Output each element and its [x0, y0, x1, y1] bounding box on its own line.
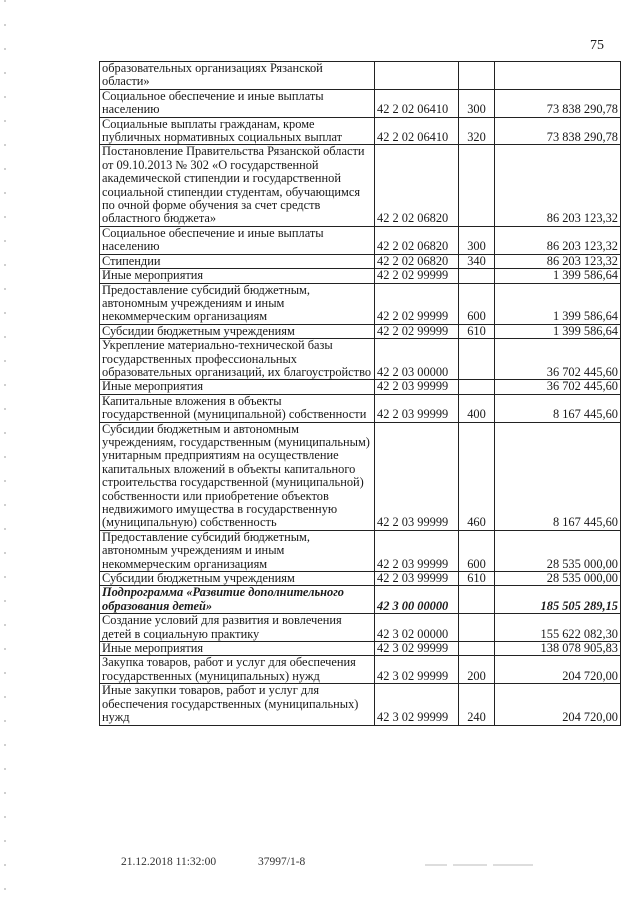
page-number: 75	[590, 38, 604, 53]
row-code-cell: 42 2 02 99999	[375, 283, 459, 324]
row-amount-cell: 86 203 123,32	[495, 254, 621, 268]
row-code-cell: 42 2 03 99999	[375, 572, 459, 586]
row-amount-cell: 36 702 445,60	[495, 380, 621, 394]
table-row	[100, 614, 621, 642]
row-type-cell: 320	[459, 117, 495, 145]
row-amount-cell: 1 399 586,64	[495, 269, 621, 283]
row-name-cell: Укрепление материально-технической базы государственных профессиональных образовательных организаций, их благоустройство	[100, 339, 375, 380]
row-amount-cell: 28 535 000,00	[495, 572, 621, 586]
row-name-cell: Субсидии бюджетным и автономным учреждениям, государственным (муниципальным) унитарным предприятиям на осуществление капитальных вложений в объекты капитального строительства государственной (муниципальной) собственности или приобретение объектов недвижимого имущества в государственную (муниципальную) собственность	[100, 422, 375, 530]
row-name-cell: Субсидии бюджетным учреждениям	[100, 572, 375, 586]
row-name-cell: Капитальные вложения в объекты государственной (муниципальной) собственности	[100, 394, 375, 422]
table-row	[100, 283, 621, 324]
row-code-cell: 42 3 02 00000	[375, 614, 459, 642]
row-type-cell: 200	[459, 656, 495, 684]
table-row	[100, 572, 621, 586]
row-code-cell: 42 3 02 99999	[375, 656, 459, 684]
table-row	[100, 269, 621, 283]
row-type-cell: 460	[459, 422, 495, 530]
row-code-cell: 42 3 02 99999	[375, 642, 459, 656]
row-name-cell: Социальное обеспечение и иные выплаты населению	[100, 226, 375, 254]
row-type-cell	[459, 380, 495, 394]
scan-edge-marks	[4, 0, 6, 905]
row-name-cell: Иные мероприятия	[100, 380, 375, 394]
row-type-cell	[459, 145, 495, 226]
table-row	[100, 324, 621, 338]
table-row	[100, 117, 621, 145]
row-amount-cell: 155 622 082,30	[495, 614, 621, 642]
row-name-cell: Предоставление субсидий бюджетным, автономным учреждениям и иным некоммерческим организациям	[100, 530, 375, 571]
row-type-cell	[459, 586, 495, 614]
table-row	[100, 642, 621, 656]
row-amount-cell: 86 203 123,32	[495, 145, 621, 226]
table-row	[100, 656, 621, 684]
row-type-cell: 400	[459, 394, 495, 422]
row-code-cell: 42 2 02 99999	[375, 324, 459, 338]
row-type-cell	[459, 269, 495, 283]
row-amount-cell: 138 078 905,83	[495, 642, 621, 656]
row-name-cell: Иные мероприятия	[100, 269, 375, 283]
row-type-cell: 600	[459, 530, 495, 571]
row-code-cell: 42 2 02 06410	[375, 117, 459, 145]
table-row	[100, 145, 621, 226]
row-name-cell: Иные мероприятия	[100, 642, 375, 656]
row-code-cell: 42 2 02 06410	[375, 89, 459, 117]
table-row	[100, 684, 621, 725]
row-type-cell: 340	[459, 254, 495, 268]
row-code-cell: 42 2 03 00000	[375, 339, 459, 380]
table-row	[100, 226, 621, 254]
row-amount-cell	[495, 62, 621, 90]
row-amount-cell: 1 399 586,64	[495, 283, 621, 324]
table-row	[100, 89, 621, 117]
row-name-cell: Предоставление субсидий бюджетным, автономным учреждениям и иным некоммерческим организациям	[100, 283, 375, 324]
row-amount-cell: 1 399 586,64	[495, 324, 621, 338]
row-amount-cell: 185 505 289,15	[495, 586, 621, 614]
table-row	[100, 394, 621, 422]
row-code-cell: 42 2 03 99999	[375, 394, 459, 422]
row-code-cell: 42 3 00 00000	[375, 586, 459, 614]
row-name-cell: Постановление Правительства Рязанской области от 09.10.2013 № 302 «О государственной академической стипендии и государственной социальной стипендии студентам, обучающимся по очной форме обучения за счет средств областного бюджета»	[100, 145, 375, 226]
row-type-cell: 300	[459, 89, 495, 117]
row-amount-cell: 73 838 290,78	[495, 89, 621, 117]
row-name-cell: Подпрограмма «Развитие дополнительного образования детей»	[100, 586, 375, 614]
row-code-cell: 42 2 02 99999	[375, 269, 459, 283]
row-amount-cell: 204 720,00	[495, 684, 621, 725]
row-type-cell	[459, 614, 495, 642]
budget-table	[99, 61, 621, 726]
row-name-cell: Социальные выплаты гражданам, кроме публичных нормативных социальных выплат	[100, 117, 375, 145]
row-name-cell: Создание условий для развития и вовлечения детей в социальную практику	[100, 614, 375, 642]
row-code-cell: 42 2 02 06820	[375, 145, 459, 226]
row-code-cell: 42 2 03 99999	[375, 380, 459, 394]
row-name-cell: Стипендии	[100, 254, 375, 268]
row-amount-cell: 28 535 000,00	[495, 530, 621, 571]
row-type-cell	[459, 62, 495, 90]
row-type-cell: 610	[459, 572, 495, 586]
row-type-cell: 300	[459, 226, 495, 254]
row-amount-cell: 86 203 123,32	[495, 226, 621, 254]
row-code-cell: 42 2 03 99999	[375, 422, 459, 530]
table-row	[100, 339, 621, 380]
table-row	[100, 380, 621, 394]
row-code-cell: 42 2 02 06820	[375, 226, 459, 254]
faded-scan-mark	[425, 856, 575, 868]
row-type-cell	[459, 642, 495, 656]
row-amount-cell: 73 838 290,78	[495, 117, 621, 145]
row-name-cell: Иные закупки товаров, работ и услуг для обеспечения государственных (муниципальных) нужд	[100, 684, 375, 725]
table-row	[100, 586, 621, 614]
row-type-cell: 240	[459, 684, 495, 725]
row-amount-cell: 36 702 445,60	[495, 339, 621, 380]
row-type-cell: 610	[459, 324, 495, 338]
row-name-cell: Закупка товаров, работ и услуг для обеспечения государственных (муниципальных) нужд	[100, 656, 375, 684]
row-code-cell: 42 2 02 06820	[375, 254, 459, 268]
row-name-cell: Социальное обеспечение и иные выплаты населению	[100, 89, 375, 117]
budget-table-body	[100, 62, 621, 726]
row-name-cell: образовательных организациях Рязанской области»	[100, 62, 375, 90]
row-code-cell: 42 2 03 99999	[375, 530, 459, 571]
table-row	[100, 62, 621, 90]
row-amount-cell: 8 167 445,60	[495, 394, 621, 422]
table-row	[100, 254, 621, 268]
table-row	[100, 530, 621, 571]
row-type-cell: 600	[459, 283, 495, 324]
row-code-cell	[375, 62, 459, 90]
row-type-cell	[459, 339, 495, 380]
footer-timestamp: 21.12.2018 11:32:00	[121, 856, 217, 868]
table-row	[100, 422, 621, 530]
row-amount-cell: 204 720,00	[495, 656, 621, 684]
row-amount-cell: 8 167 445,60	[495, 422, 621, 530]
footer-document-number: 37997/1-8	[258, 856, 306, 868]
row-name-cell: Субсидии бюджетным учреждениям	[100, 324, 375, 338]
row-code-cell: 42 3 02 99999	[375, 684, 459, 725]
